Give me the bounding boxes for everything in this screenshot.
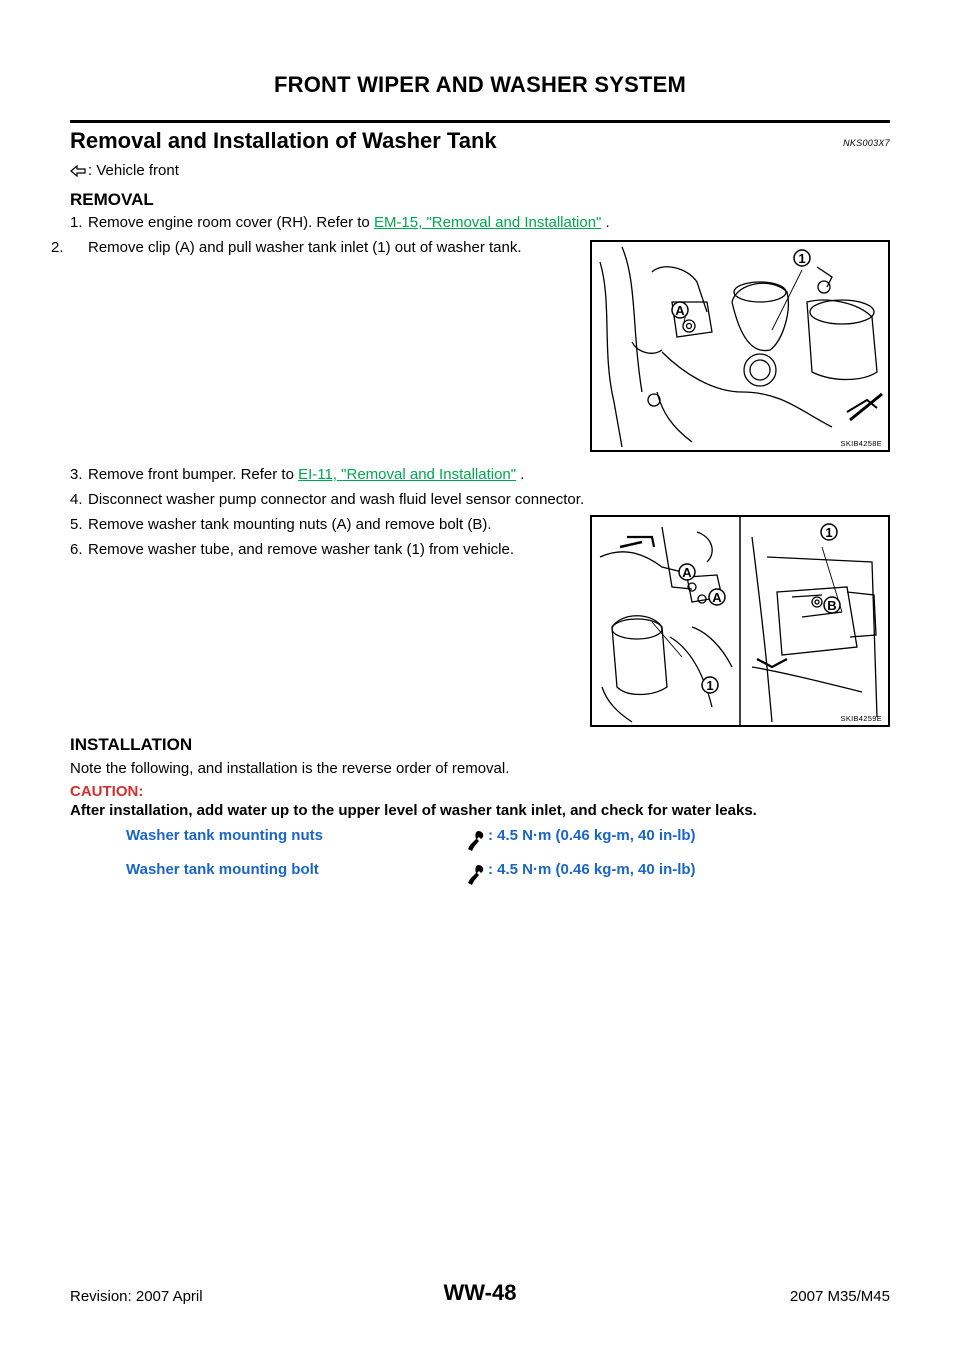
installation-note: Note the following, and installation is the reverse order of removal. — [70, 760, 510, 777]
svg-text:A: A — [675, 303, 685, 318]
figure-2-illustration — [592, 517, 888, 725]
installation-heading: INSTALLATION — [70, 735, 193, 754]
footer-page-number: WW-48 — [443, 1280, 517, 1305]
figure-2-callout-b — [824, 597, 840, 613]
figure-2-code: SKIB4259E — [840, 714, 882, 723]
removal-step-6: 6. Remove washer tube, and remove washer tank (1) from vehicle. — [70, 541, 515, 558]
spec-value-bolt: : 4.5 N·m (0.46 kg-m, 40 in-lb) — [488, 861, 696, 878]
spec-value-nuts: : 4.5 N·m (0.46 kg-m, 40 in-lb) — [488, 827, 696, 844]
caution-text: After installation, add water up to the upper level of washer tank inlet, and check for water leaks. — [70, 802, 757, 819]
figure-washer-tank-inlet — [590, 240, 890, 452]
svg-text:B: B — [827, 598, 837, 613]
figure-1-callout-a — [672, 302, 688, 318]
removal-step-1: 1. Remove engine room cover (RH). Refer to EM-15, "Removal and Installation" . — [70, 214, 610, 231]
vehicle-front-legend — [70, 162, 179, 179]
svg-text:1: 1 — [825, 525, 833, 540]
front-arrow-icon — [70, 165, 86, 177]
link-em-15[interactable]: EM-15, "Removal and Installation" — [373, 214, 602, 231]
spec-name-nuts: Washer tank mounting nuts — [126, 827, 323, 844]
caution-label: CAUTION: — [70, 783, 144, 800]
figure-2-callout-a-upper — [679, 564, 695, 580]
section-code: NKS003X7 — [843, 138, 890, 148]
legend-text: : Vehicle front — [88, 162, 179, 179]
figure-1-callout-1 — [794, 250, 810, 266]
svg-text:A: A — [712, 590, 722, 605]
svg-text:1: 1 — [798, 251, 806, 266]
removal-heading: REMOVAL — [70, 190, 154, 209]
torque-wrench-icon — [466, 864, 486, 886]
svg-text:A: A — [682, 565, 692, 580]
figure-1-illustration — [592, 242, 888, 450]
removal-step-4: 4. Disconnect washer pump connector and wash fluid level sensor connector. — [70, 491, 585, 508]
removal-step-3: 3. Remove front bumper. Refer to EI-11, "Removal and Installation" . — [70, 466, 525, 483]
page-header-title: FRONT WIPER AND WASHER SYSTEM — [274, 72, 686, 97]
link-ei-11[interactable]: EI-11, "Removal and Installation" — [298, 466, 517, 483]
removal-step-5: 5. Remove washer tank mounting nuts (A) and remove bolt (B). — [70, 516, 492, 533]
figure-1-code: SKIB4258E — [840, 439, 882, 448]
figure-washer-tank-mounting — [590, 515, 890, 727]
svg-text:1: 1 — [706, 678, 714, 693]
header-rule — [70, 120, 890, 123]
figure-2-callout-1-left — [702, 677, 718, 693]
torque-wrench-icon — [466, 830, 486, 852]
removal-step-2: 2. Remove clip (A) and pull washer tank inlet (1) out of washer tank. — [51, 239, 522, 256]
section-title: Removal and Installation of Washer Tank — [70, 128, 497, 153]
footer-revision: Revision: 2007 April — [70, 1288, 203, 1305]
footer-model: 2007 M35/M45 — [789, 1288, 890, 1305]
figure-2-callout-a-lower — [709, 589, 725, 605]
spec-name-bolt: Washer tank mounting bolt — [126, 861, 319, 878]
figure-2-callout-1-right — [821, 524, 837, 540]
